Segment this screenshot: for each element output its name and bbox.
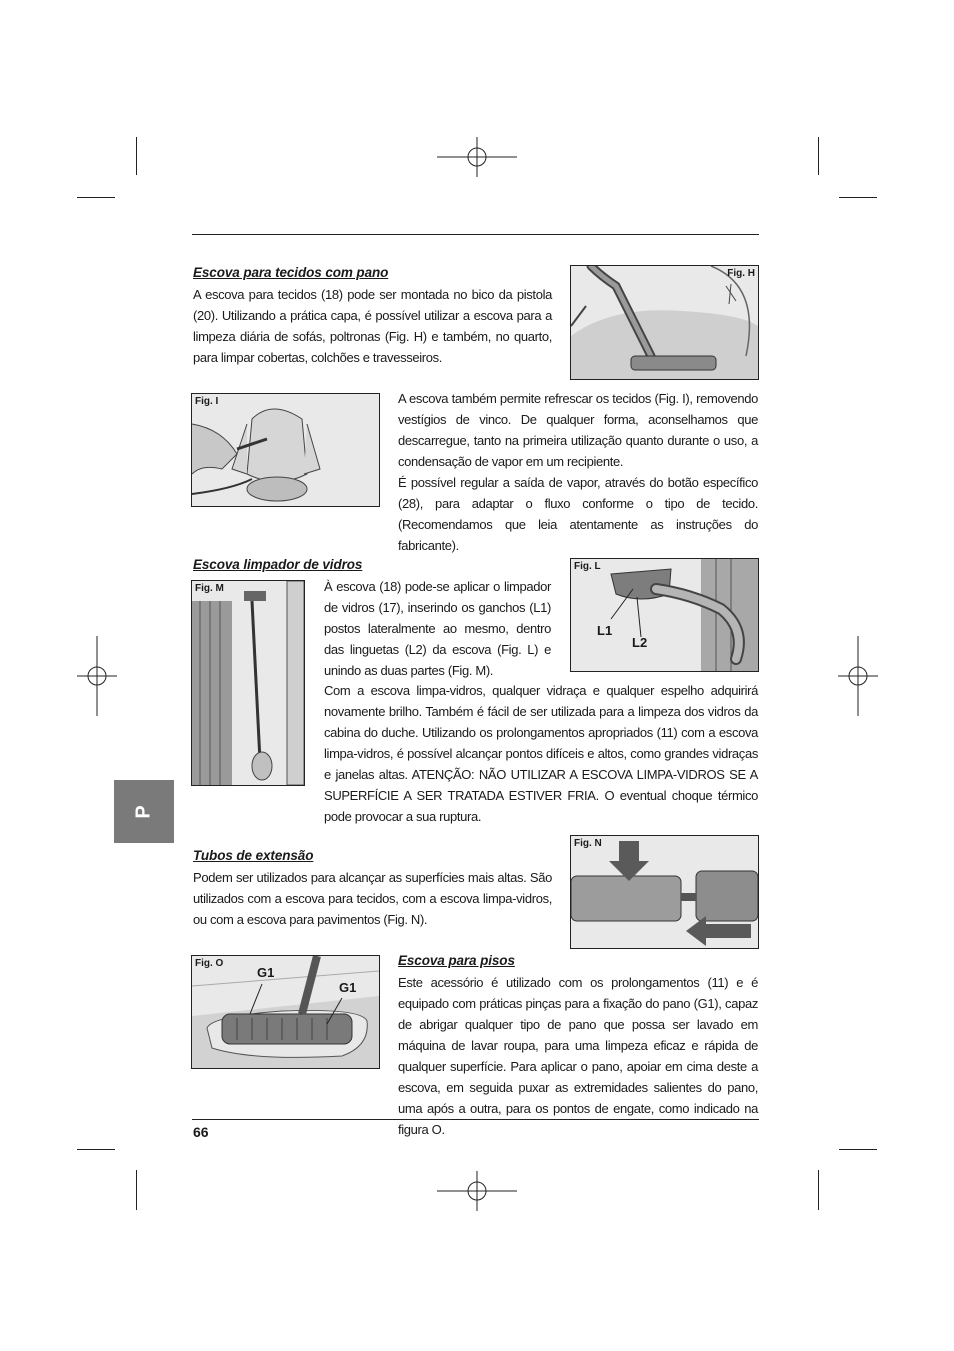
crop-mark (839, 1149, 877, 1150)
fig-l-label: Fig. L (574, 561, 601, 572)
crop-mark (839, 197, 877, 198)
paragraph-tecidos-2: A escova também permite refrescar os tecidos (Fig. I), removendo vestígios de vinco. De qualquer forma, aconselhamos que descarregue, tanto na primeira utilização quanto durante o uso, a condensação de vapor em um recipiente. (398, 391, 758, 469)
fig-l-illustration (571, 559, 758, 671)
crop-mark (818, 137, 819, 175)
section-heading-tubos: Tubos de extensão (193, 848, 314, 863)
registration-mark-icon (437, 1171, 517, 1211)
language-tab (114, 780, 174, 843)
figure-h (570, 265, 759, 380)
fig-m-illustration (192, 581, 304, 785)
figure-i (191, 393, 380, 507)
page-number: 66 (193, 1124, 209, 1140)
header-rule (192, 234, 759, 235)
callout-g1-left: G1 (257, 965, 275, 980)
paragraph-pisos: Este acessório é utilizado com os prolongamentos (11) e é equipado com práticas pinças para a fixação do pano (G1), capaz de abrigar qualquer tipo de pano que possa ser lavado em máquina de lavar roupa, para uma limpeza eficaz e rápida de qualquer superfície. Para aplicar o pano, apoiar em cima deste a escova, em seguida puxar as extremidades salientes do pano, uma após a outra, para os pontos de engate, como indicado na figura O. (398, 975, 758, 1137)
crop-mark (818, 1170, 819, 1210)
language-tab-label: P (132, 804, 155, 819)
fig-o-illustration (192, 956, 379, 1068)
paragraph-tecidos: A escova para tecidos (18) pode ser montada no bico da pistola (20). Utilizando a prática capa, é possível utilizar a escova para a limpeza diária de sofás, poltronas (Fig. H) e também, no quarto, para limpar cobertas, colchões e travesseiros. (193, 287, 552, 365)
callout-g1-right: G1 (339, 980, 357, 995)
figure-l (570, 558, 759, 672)
paragraph-tecidos-3: É possível regular a saída de vapor, através do botão específico (28), para adaptar o fluxo conforme o tipo de tecido. (Recomendamos que leia atentamente as instruções do fabricante). (398, 475, 758, 553)
registration-mark-icon (437, 137, 517, 177)
paragraph-tubos: Podem ser utilizados para alcançar as superfícies mais altas. São utilizados com a escova para tecidos, com a escova limpa-vidros, ou com a escova para pavimentos (Fig. N). (193, 870, 552, 927)
fig-n-label: Fig. N (574, 838, 602, 849)
crop-mark (136, 137, 137, 175)
callout-l1: L1 (597, 623, 613, 638)
fig-i-illustration (192, 394, 379, 506)
section-heading-vidros: Escova limpador de vidros (193, 557, 363, 572)
figure-o (191, 955, 380, 1069)
fig-n-illustration (571, 836, 758, 948)
registration-mark-icon (77, 636, 117, 716)
paragraph-vidros-2: Com a escova limpa-vidros, qualquer vidraça e qualquer espelho adquirirá novamente brilho. Também é fácil de ser utilizada para a limpeza dos vidros da cabina do duche. Utilizando os prolongamentos apropriados (11) com a escova limpa-vidros, é possível alcançar pontos difíceis e altos, como grandes vidraças e janelas altas. ATENÇÃO: NÃO UTILIZAR A ESCOVA LIMPA-VIDROS SE A SUPERFÍCIE A SER TRATADA ESTIVER FRIA. O eventual choque térmico pode provocar a sua ruptura. (324, 683, 758, 824)
figure-m (191, 580, 305, 786)
fig-h-label: Fig. H (727, 268, 755, 279)
registration-mark-icon (838, 636, 878, 716)
section-heading-tecidos: Escova para tecidos com pano (193, 265, 389, 280)
footer-rule (192, 1119, 759, 1120)
paragraph-vidros: À escova (18) pode-se aplicar o limpador de vidros (17), inserindo os ganchos (L1) postos lateralmente ao mesmo, dentro das linguetas (L2) da escova (Fig. L) e unindo as duas partes (Fig. M). (324, 579, 551, 678)
fig-o-label: Fig. O (195, 958, 224, 969)
crop-mark (77, 197, 115, 198)
fig-i-label: Fig. I (195, 396, 219, 407)
callout-l2: L2 (632, 635, 648, 650)
crop-mark (77, 1149, 115, 1150)
crop-mark (136, 1170, 137, 1210)
fig-h-illustration (571, 266, 758, 379)
fig-m-label: Fig. M (195, 583, 224, 594)
figure-n (570, 835, 759, 949)
section-heading-pisos: Escova para pisos (398, 953, 515, 968)
